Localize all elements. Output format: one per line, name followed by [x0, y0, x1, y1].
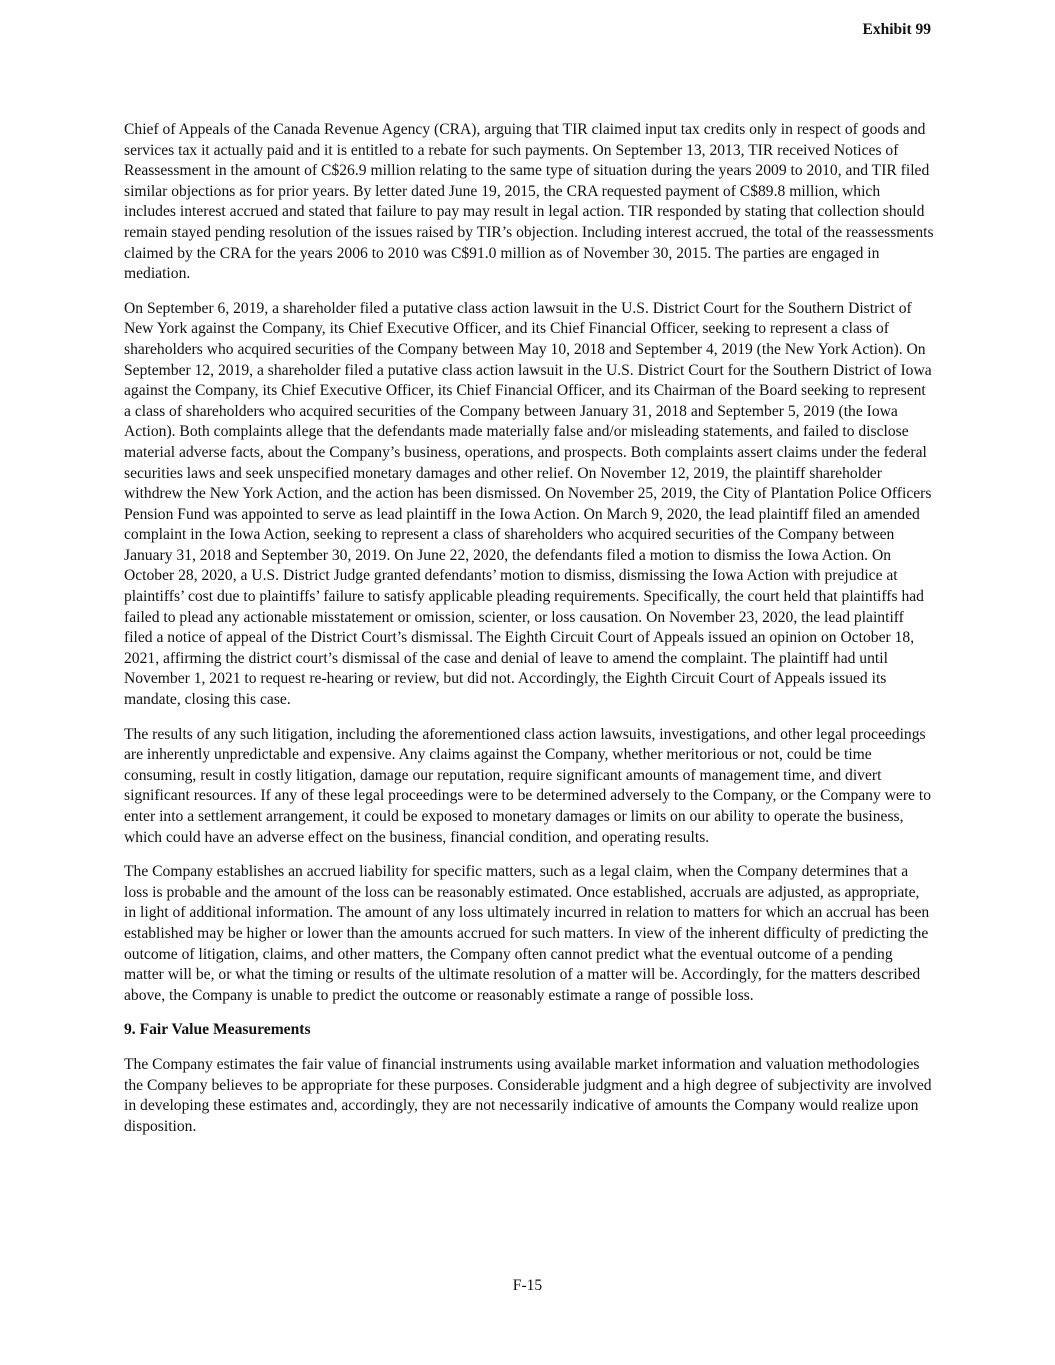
- document-body: [124, 120, 934, 1151]
- section-heading-fair-value: 9. Fair Value Measurements: [124, 1021, 311, 1039]
- paragraph-class-action: On September 6, 2019, a shareholder filed a putative class action lawsuit in the U.S. District Court for the Southern District of New York against the Company, its Chief Executive Officer, and its Chief Financial Officer, seeking to represent a class of shareholders who acquired securities of the Company between May 10, 2018 and September 4, 2019 (the New York Action). On September 12, 2019, a shareholder filed a putative class action lawsuit in the U.S. District Court for the Southern District of Iowa against the Company, its Chief Executive Officer, its Chief Financial Officer, and its Chairman of the Board seeking to represent a class of shareholders who acquired securities of the Company between January 31, 2018 and September 5, 2019 (the Iowa Action). Both complaints allege that the defendants made materially false and/or misleading statements, and failed to disclose material adverse facts, about the Company’s business, operations, and prospects. Both complaints assert claims under the federal securities laws and seek unspecified monetary damages and other relief. On November 12, 2019, the plaintiff shareholder withdrew the New York Action, and the action has been dismissed. On November 25, 2019, the City of Plantation Police Officers Pension Fund was appointed to serve as lead plaintiff in the Iowa Action. On March 9, 2020, the lead plaintiff filed an amended complaint in the Iowa Action, seeking to represent a class of shareholders who acquired securities of the Company between January 31, 2018 and September 30, 2019. On June 22, 2020, the defendants filed a motion to dismiss the Iowa Action. On October 28, 2020, a U.S. District Judge granted defendants’ motion to dismiss, dismissing the Iowa Action with prejudice at plaintiffs’ cost due to plaintiffs’ failure to satisfy applicable pleading requirements. Specifically, the court held that plaintiffs had failed to plead any actionable misstatement or omission, scienter, or loss causation. On November 23, 2020, the lead plaintiff filed a notice of appeal of the District Court’s dismissal. The Eighth Circuit Court of Appeals issued an opinion on October 18, 2021, affirming the district court’s dismissal of the case and denial of leave to amend the complaint. The plaintiff had until November 1, 2021 to request re-hearing or review, but did not. Accordingly, the Eighth Circuit Court of Appeals issued its mandate, closing this case.: [124, 299, 932, 709]
- exhibit-label: Exhibit 99: [862, 21, 931, 38]
- page-number: F-15: [512, 1277, 543, 1294]
- paragraph-accrued-liability: The Company establishes an accrued liability for specific matters, such as a legal claim, when the Company determines that a loss is probable and the amount of the loss can be reasonably estimated. Once established, accruals are adjusted, as appropriate, in light of additional information. The amount of any loss ultimately incurred in relation to matters for which an accrual has been established may be higher or lower than the amounts accrued for such matters. In view of the inherent difficulty of predicting the outcome of litigation, claims, and other matters, the Company often cannot predict what the eventual outcome of a pending matter will be, or what the timing or results of the ultimate resolution of a matter will be. Accordingly, for the matters described above, the Company is unable to predict the outcome or reasonably estimate a range of possible loss.: [124, 863, 930, 1004]
- paragraph-cra-reassessment: Chief of Appeals of the Canada Revenue Agency (CRA), arguing that TIR claimed input tax credits only in respect of goods and services tax it actually paid and it is entitled to a rebate for such payments. On September 13, 2013, TIR received Notices of Reassessment in the amount of C$26.9 million relating to the same type of situation during the years 2009 to 2010, and TIR filed similar objections as for prior years. By letter dated June 19, 2015, the CRA requested payment of C$89.8 million, which includes interest accrued and stated that failure to pay may result in legal action. TIR responded by stating that collection should remain stayed pending resolution of the issues raised by TIR’s objection. Including interest accrued, the total of the reassessments claimed by the CRA for the years 2006 to 2010 was C$91.0 million as of November 30, 2015. The parties are engaged in mediation.: [124, 121, 934, 283]
- paragraph-fair-value: The Company estimates the fair value of financial instruments using available market information and valuation methodologies the Company believes to be appropriate for these purposes. Considerable judgment and a high degree of subjectivity are involved in developing these estimates and, accordingly, they are not necessarily indicative of amounts the Company would realize upon disposition.: [124, 1055, 932, 1135]
- paragraph-litigation-risk: The results of any such litigation, including the aforementioned class action lawsuits, investigations, and other legal proceedings are inherently unpredictable and expensive. Any claims against the Company, whether meritorious or not, could be time consuming, result in costly litigation, damage our reputation, require significant amounts of management time, and divert significant resources. If any of these legal proceedings were to be determined adversely to the Company, or the Company were to enter into a settlement arrangement, it could be exposed to monetary damages or limits on our ability to operate the business, which could have an adverse effect on the business, financial condition, and operating results.: [124, 725, 931, 846]
